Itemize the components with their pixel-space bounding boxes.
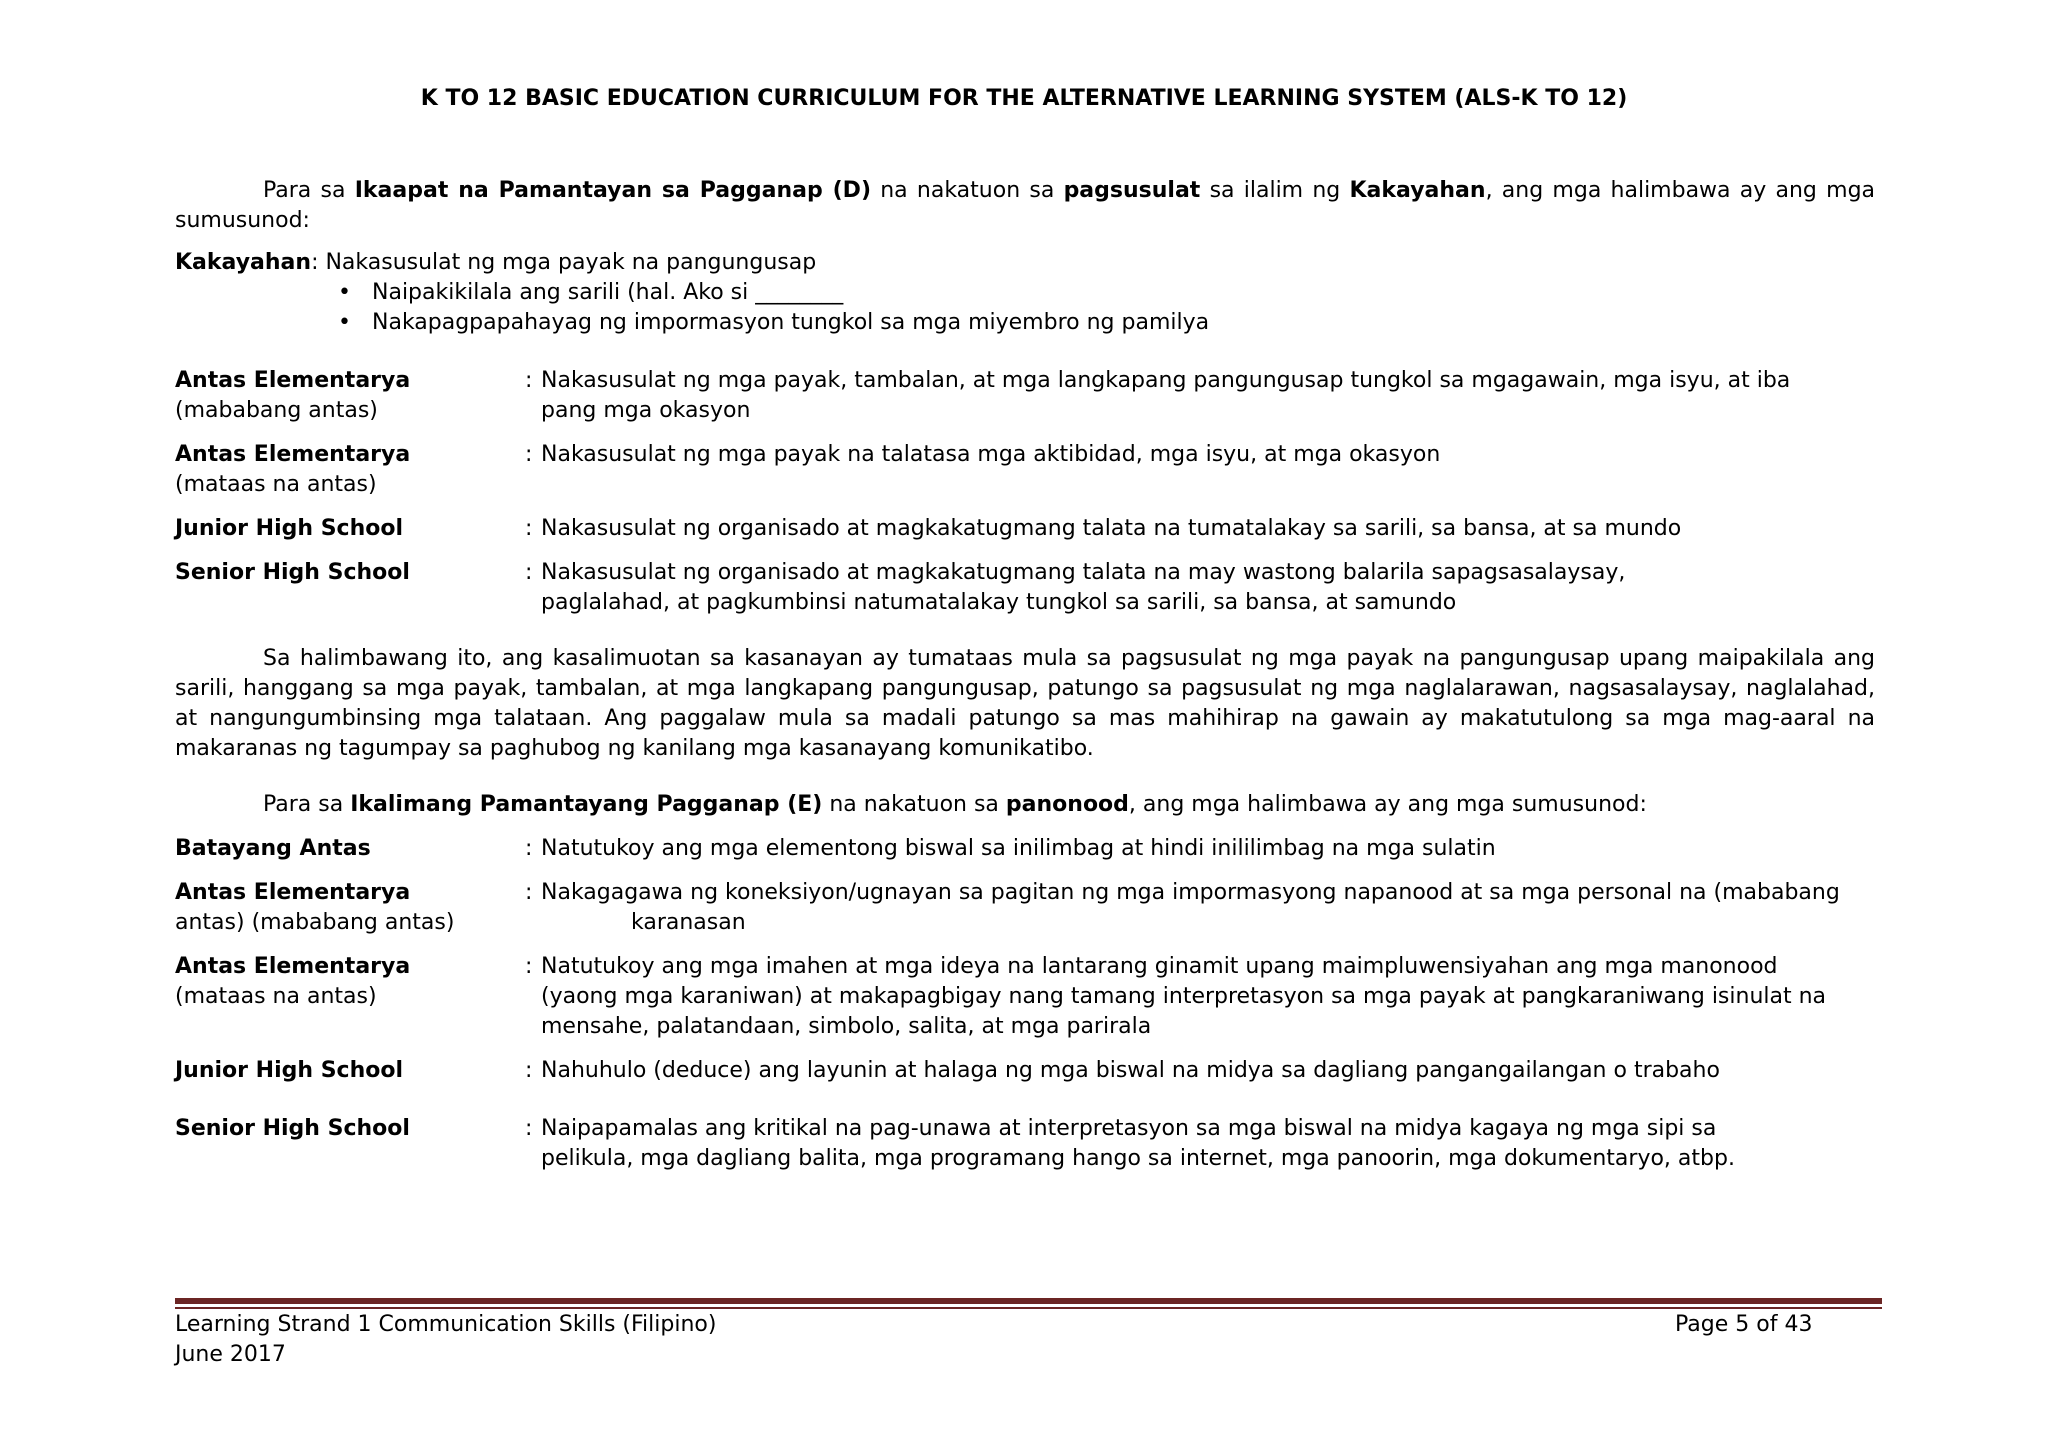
level-sublabel: (mababang antas) [175, 398, 378, 423]
level-text: Nakasusulat ng mga payak na talatasa mga aktibidad, mga isyu, at mga okasyon [541, 442, 1441, 467]
intro-text: , ang mga halimbawa ay ang mga sumusunod: [175, 178, 1876, 233]
level-description [525, 878, 1875, 908]
colon: : [525, 560, 533, 585]
level-text-cont: (yaong mga karaniwan) at makapagbigay nang tamang interpretasyon sa mga payak at pangkaraniwang isinulat na [541, 984, 1827, 1009]
footer-strand: Learning Strand 1 Communication Skills (Filipino) [175, 1312, 717, 1337]
intro-text: na nakatuon sa [822, 792, 1006, 817]
level-label [175, 952, 525, 1042]
level-row [175, 1056, 1875, 1086]
level-name: Antas Elementarya [175, 954, 411, 979]
level-name: Senior High School [175, 1116, 410, 1141]
intro-text: Para sa [263, 792, 351, 817]
level-name: Junior High School [175, 516, 404, 541]
kakayahan-line [175, 248, 1875, 278]
level-text: Nakagagawa ng koneksiyon/ugnayan sa pagitan ng mga impormasyong napanood at sa mga personal na (mababang [541, 880, 1840, 905]
kakayahan-label: Kakayahan [175, 250, 312, 275]
level-row [175, 834, 1875, 864]
footer-left [175, 1310, 716, 1370]
bullet-icon: • [338, 280, 351, 305]
level-description [525, 1056, 1875, 1086]
intro-bold-text: Ikaapat na Pamantayan sa Pagganap (D) [354, 178, 871, 203]
level-description [525, 514, 1875, 544]
level-name: Antas Elementarya [175, 442, 411, 467]
colon: : [525, 1116, 533, 1141]
level-description [525, 834, 1875, 864]
footer-date: June 2017 [175, 1342, 286, 1367]
level-text: Nakasusulat ng organisado at magkakatugmang talata na may wastong balarila sapagsasalaysay, [541, 560, 1626, 585]
list-item-text: Nakapagpapahayag ng impormasyon tungkol sa mga miyembro ng pamilya [372, 310, 1210, 335]
level-text: Nahuhulo (deduce) ang layunin at halaga ng mga biswal na midya sa dagliang pangangailangan o trabaho [541, 1058, 1720, 1083]
kakayahan-text: : Nakasusulat ng mga payak na pangungusap [311, 250, 817, 275]
level-text-cont: mensahe, palatandaan, simbolo, salita, at mga parirala [541, 1014, 1152, 1039]
colon: : [525, 442, 533, 467]
level-row [175, 558, 1875, 618]
level-text: Natutukoy ang mga elementong biswal sa inilimbag at hindi inililimbag na mga sulatin [541, 836, 1496, 861]
summary-paragraph: Sa halimbawang ito, ang kasalimuotan sa kasanayan ay tumataas mula sa pagsusulat ng mga payak na pangungusap upang maipakilala ang sarili, hanggang sa mga payak, tambalan, at mga langkapang pangungusap, patungo sa pagsusulat ng mga naglalarawan, nagsasalaysay, naglalahad, at nangungumbinsing mga talataan. Ang paggalaw mula sa madali patungo sa mas mahihirap na gawain ay makatutulong sa mga mag-aaral na makaranas ng tagumpay sa paghubog ng kanilang mga kasanayang komunikatibo. [175, 646, 1875, 761]
colon: : [525, 368, 533, 393]
level-sublabel: (mataas na antas) [175, 984, 377, 1009]
section-e-intro [175, 790, 1875, 820]
level-name: Senior High School [175, 560, 410, 585]
level-text-cont: paglalahad, at pagkumbinsi natumatalakay tungkol sa sarili, sa bansa, at samundo [541, 590, 1457, 615]
list-item [175, 278, 1875, 308]
level-label [175, 558, 525, 618]
level-description [525, 1114, 1875, 1174]
level-row [175, 952, 1875, 1042]
level-row [175, 440, 1875, 500]
list-item-text: Naipakikilala ang sarili (hal. Ako si ________ [372, 280, 844, 305]
level-text: Nakasusulat ng organisado at magkakatugmang talata na tumatalakay sa sarili, sa bansa, at sa mundo [541, 516, 1682, 541]
colon: : [525, 1058, 533, 1083]
level-label [175, 834, 525, 864]
level-name: Batayang Antas [175, 836, 371, 861]
colon: : [525, 880, 533, 905]
colon: : [525, 836, 533, 861]
level-description [525, 366, 1875, 426]
level-text-cont: karanasan [631, 910, 746, 935]
intro-text: , ang mga halimbawa ay ang mga sumusunod: [1128, 792, 1647, 817]
level-description [525, 952, 1875, 1042]
intro-bold-text: Ikalimang Pamantayang Pagganap (E) [350, 792, 823, 817]
level-label [175, 878, 525, 908]
footer-divider [175, 1298, 1882, 1304]
intro-bold-text: Kakayahan [1349, 178, 1486, 203]
intro-text: sa ilalim ng [1200, 178, 1350, 203]
bullet-icon: • [338, 310, 351, 335]
intro-bold-text: panonood [1005, 792, 1129, 817]
colon: : [525, 954, 533, 979]
level-text: Natutukoy ang mga imahen at mga ideya na lantarang ginamit upang maimpluwensiyahan ang mga manonood [541, 954, 1778, 979]
section-d-intro [175, 176, 1875, 236]
level-row [175, 366, 1875, 426]
level-text-cont: pang mga okasyon [541, 398, 751, 423]
level-description [525, 440, 1875, 500]
level-description [525, 558, 1875, 618]
list-item [175, 308, 1875, 338]
level-row-cont [175, 908, 1875, 938]
level-sublabel: antas) (mababang antas) [175, 910, 455, 935]
page-number: Page 5 of 43 [1675, 1312, 1813, 1337]
colon: : [525, 516, 533, 541]
level-label [175, 1114, 525, 1174]
document-body [175, 176, 1875, 1174]
page-title: K TO 12 BASIC EDUCATION CURRICULUM FOR THE ALTERNATIVE LEARNING SYSTEM (ALS-K TO 12) [420, 86, 1628, 111]
level-row [175, 1114, 1875, 1174]
level-text-cont: pelikula, mga dagliang balita, mga programang hango sa internet, mga panoorin, mga dokumentaryo, atbp. [541, 1146, 1735, 1171]
intro-text: na nakatuon sa [871, 178, 1064, 203]
level-row [175, 514, 1875, 544]
intro-bold-text: pagsusulat [1063, 178, 1201, 203]
level-label [175, 1056, 525, 1086]
level-name: Antas Elementarya [175, 368, 411, 393]
level-name: Antas Elementarya [175, 880, 411, 905]
level-label [175, 440, 525, 500]
level-sublabel: (mataas na antas) [175, 472, 377, 497]
intro-text: Para sa [263, 178, 355, 203]
level-label [175, 366, 525, 426]
level-text: Naipapamalas ang kritikal na pag-unawa at interpretasyon sa mga biswal na midya kagaya ng mga sipi sa [541, 1116, 1717, 1141]
level-label [175, 514, 525, 544]
footer-divider-thin [175, 1307, 1882, 1309]
level-row [175, 878, 1875, 908]
level-text: Nakasusulat ng mga payak, tambalan, at mga langkapang pangungusap tungkol sa mgagawain, mga isyu, at iba [541, 368, 1791, 393]
level-name: Junior High School [175, 1058, 404, 1083]
bullet-list [175, 278, 1875, 338]
